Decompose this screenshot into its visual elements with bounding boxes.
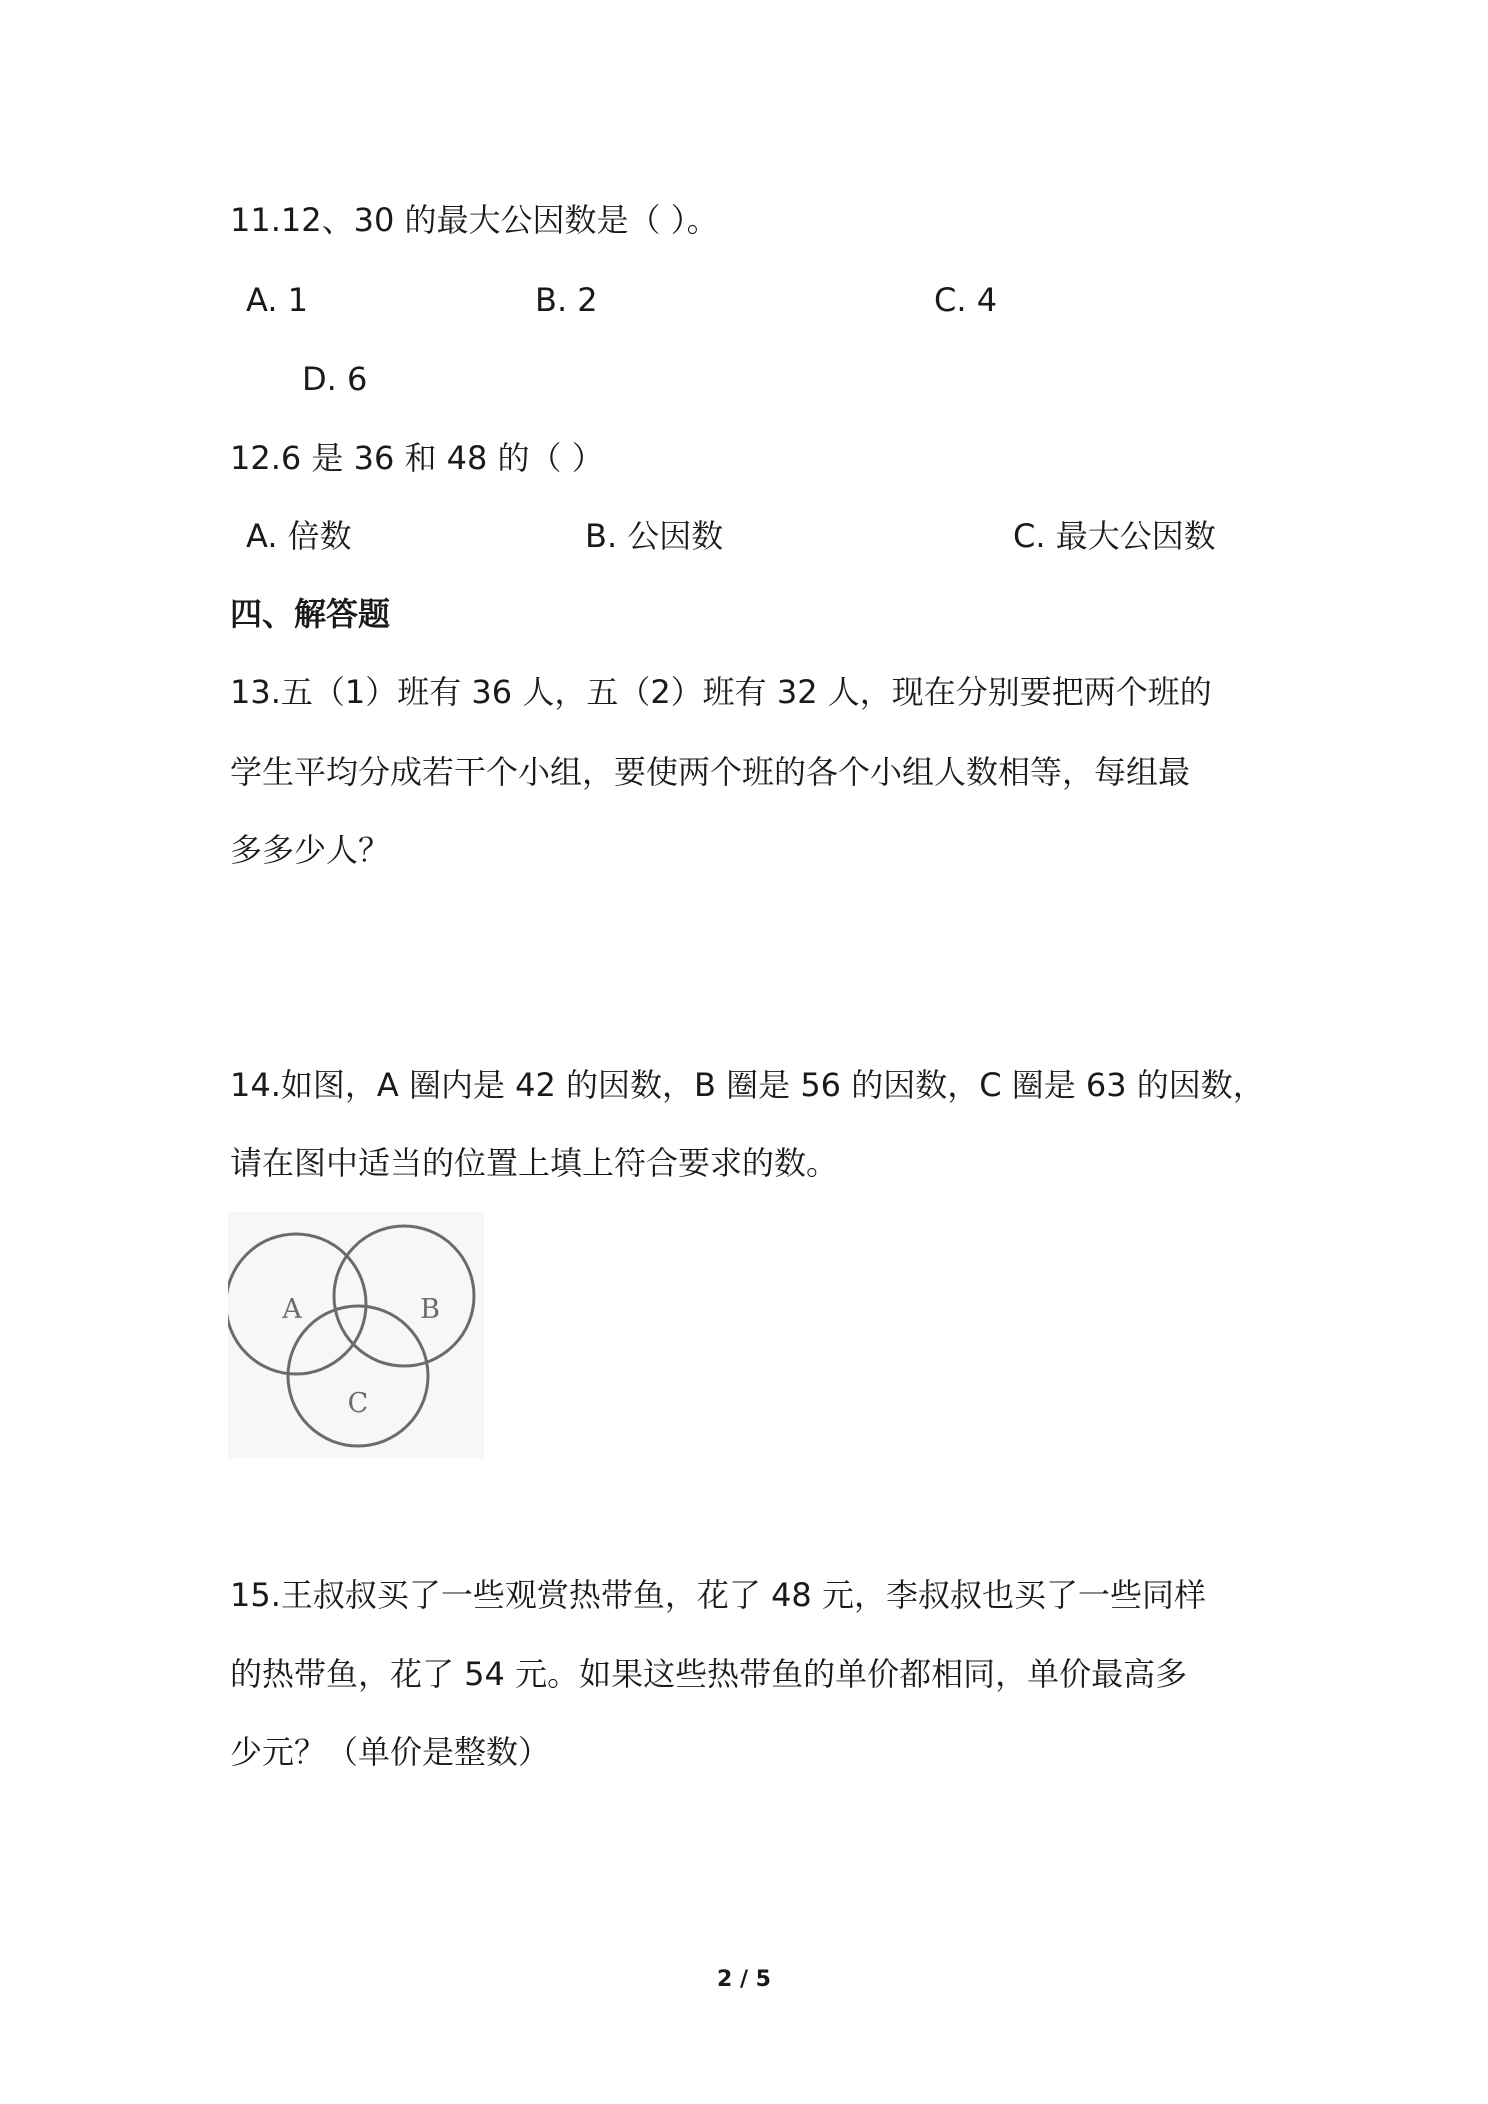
q11-option-d: D. 6 [302,360,368,398]
question-15-line-3: 少元？（单价是整数） [230,1733,551,1771]
q11-option-b: B. 2 [535,281,598,319]
venn-diagram [228,1212,484,1458]
circle-c [288,1306,428,1446]
circle-b [334,1226,474,1366]
question-15-line-2: 的热带鱼，花了 54 元。如果这些热带鱼的单价都相同，单价最高多 [230,1655,1188,1693]
q12-option-a: A. 倍数 [246,517,352,555]
question-14-line-2: 请在图中适当的位置上填上符合要求的数。 [230,1144,839,1182]
label-a: A [282,1294,302,1325]
question-13-line-2: 学生平均分成若干个小组，要使两个班的各个小组人数相等，每组最 [230,753,1191,791]
question-12-stem: 12.6 是 36 和 48 的（ ） [230,439,604,477]
question-13-line-1: 13.五（1）班有 36 人，五（2）班有 32 人，现在分别要把两个班的 [230,673,1212,711]
label-b: B [420,1294,440,1325]
question-14-line-1: 14.如图，A 圈内是 42 的因数，B 圈是 56 的因数，C 圈是 63 的因数， [230,1066,1265,1104]
q12-option-b: B. 公因数 [585,517,724,555]
q11-option-c: C. 4 [934,281,998,319]
section-heading: 四、解答题 [230,595,391,633]
q12-option-c: C. 最大公因数 [1013,517,1216,555]
question-11-stem: 11.12、30 的最大公因数是（ ）。 [230,201,719,239]
question-15-line-1: 15.王叔叔买了一些观赏热带鱼，花了 48 元，李叔叔也买了一些同样 [230,1576,1206,1614]
page-number: 2 / 5 [717,1967,771,1992]
question-13-line-3: 多多少人？ [230,831,391,869]
q11-option-a: A. 1 [246,281,309,319]
label-c: C [347,1388,369,1419]
